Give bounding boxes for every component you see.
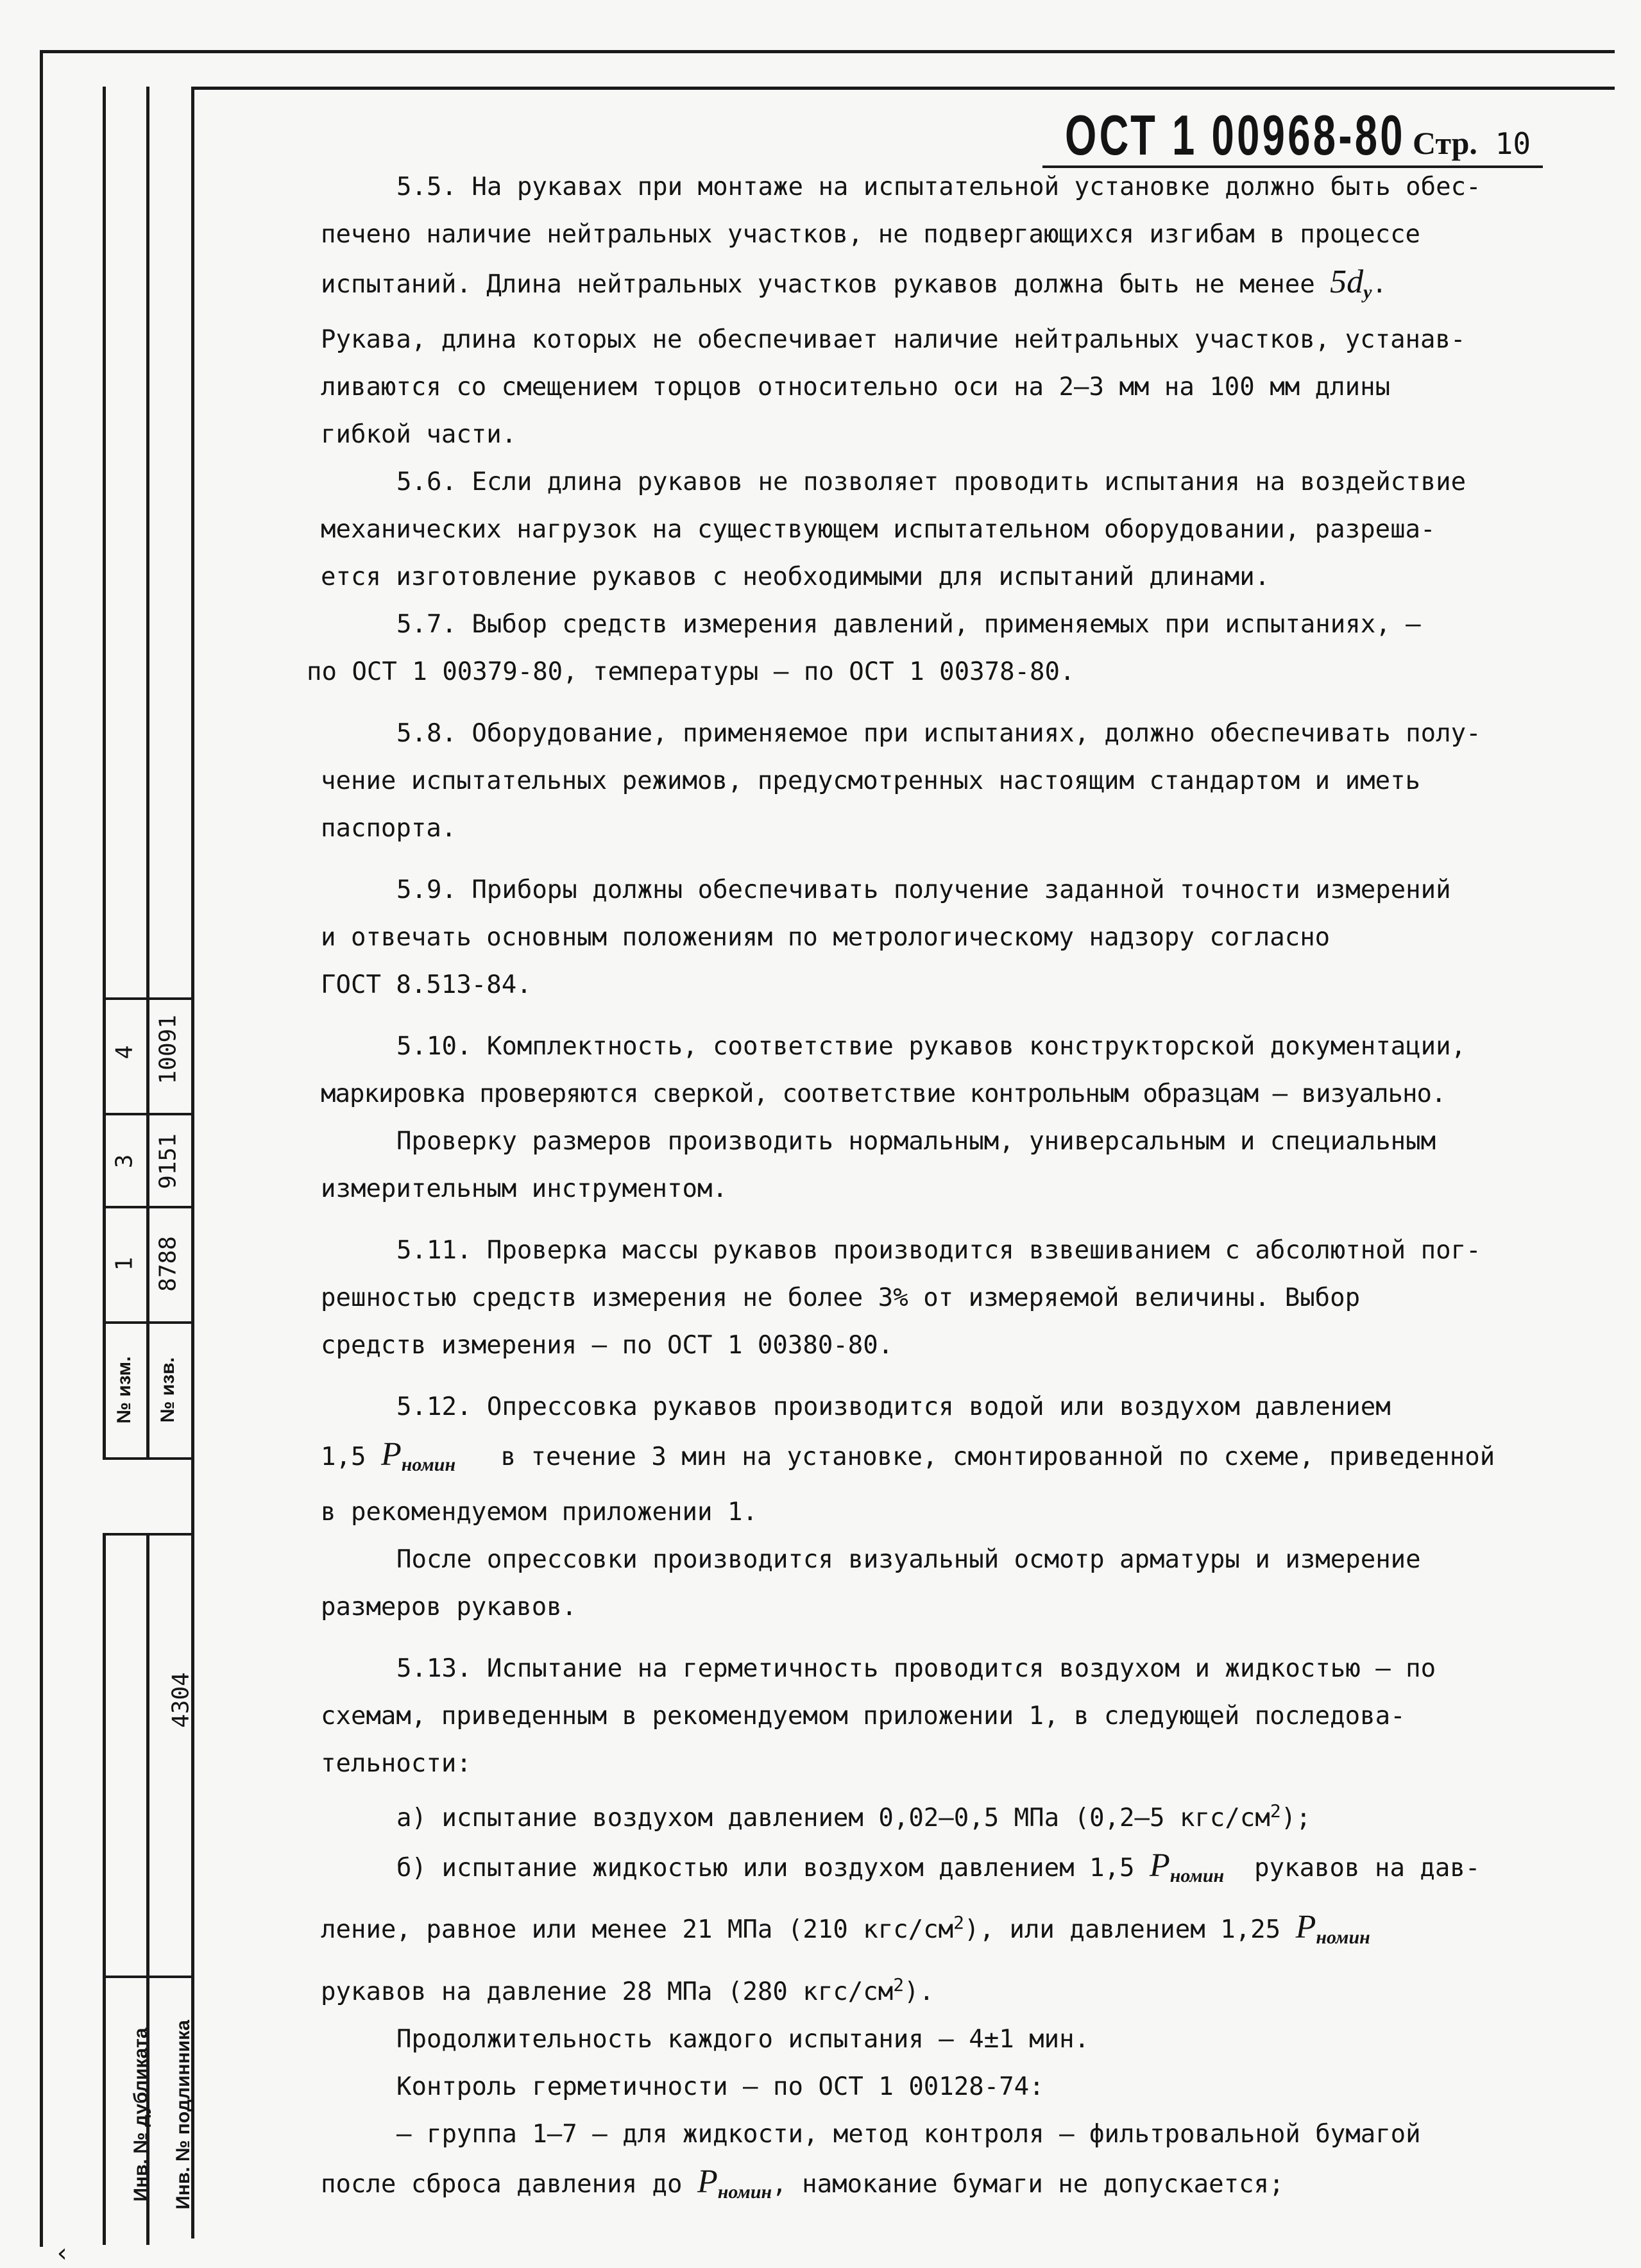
text-line: После опрессовки производится визуальный осмотр арматуры и измерение [396,1544,1421,1574]
paragraph-5-9 [321,867,1552,1009]
text-line: маркировка проверяются сверкой, соответствие контрольным образцам – визуально. [321,1079,1446,1108]
page-number [1413,124,1531,162]
text-line [321,1961,1552,2016]
text-line: средств измерения – по ОСТ 1 00380-80. [321,1330,894,1360]
text-line: ливаются со смещением торцов относительно оси на 2–3 мм на 100 мм длины [321,372,1391,402]
pressure-symbol: P [1295,1909,1316,1946]
text-span: испытаний. Длина нейтральных участков рукавов должна быть не менее [321,270,1315,299]
notice-no-2: 9151 [155,1133,182,1189]
text-span: а) испытание воздухом давлением 0,02–0,5 МПа (0,2–5 кгс/см [396,1803,1270,1832]
standard-number: ОСТ 1 00968-80 [1065,103,1406,167]
text-line: 5.9. Приборы должны обеспечивать получение заданной точности измерений [396,875,1451,904]
paragraph-5-8 [321,710,1552,852]
text-span: ление, равное или менее 21 МПа (210 кгс/см [321,1915,954,1945]
rev-row-line [103,1113,191,1115]
text-span: ). [904,1977,935,2007]
text-line: печено наличие нейтральных участков, не подвергающихся изгибам в процессе [321,220,1421,249]
notice-no-1: 8788 [155,1236,182,1292]
text-line: 5.13. Испытание на герметичность проводится воздухом и жидкостью – по [396,1654,1436,1683]
rev-row-line [103,1206,191,1208]
rev-row-line [103,1457,191,1460]
inv-row-line [103,1976,191,1978]
revision-col-divider [146,87,149,1459]
text-line [321,1788,1552,1842]
paragraph-5-6 [321,459,1552,601]
page-header [1065,103,1538,168]
label-change-no: № изм. [114,1356,135,1424]
superscript: 2 [1270,1800,1281,1822]
text-span: после сброса давления до [321,2170,683,2199]
text-line: паспорта. [321,813,457,843]
text-line: Продолжительность каждого испытания – 4±1 мин. [396,2025,1090,2054]
text-span: ), или давлением 1,25 [964,1915,1281,1945]
paragraph-5-12 [321,1384,1552,1631]
change-no-1: 1 [111,1257,138,1271]
page-label: Стр. [1413,125,1477,161]
text-line: размеров рукавов. [321,1592,577,1621]
text-line [321,2158,1552,2216]
text-line: гибкой части. [321,419,517,449]
paragraph-5-11 [321,1227,1552,1369]
text-line [321,1842,1552,1900]
label-orig-inventory: Инв. № подлинника [173,2020,194,2210]
text-line: 5.10. Комплектность, соответствие рукавов конструкторской документации, [396,1031,1467,1061]
change-no-3: 4 [111,1045,138,1060]
page-number-value: 10 [1495,126,1531,161]
inv-top-line [103,1533,191,1536]
text-line [321,1899,1552,1961]
text-line: 5.11. Проверка массы рукавов производится взвешиванием с абсолютной пог- [396,1235,1481,1265]
pressure-symbol: P [380,1435,402,1473]
text-line [321,1431,1552,1489]
rev-row-line [103,1321,191,1324]
paragraph-5-10 [321,1023,1552,1213]
text-line: механических нагрузок на существующем испытательном оборудовании, разреша- [321,514,1436,544]
text-line: – группа 1–7 – для жидкости, метод контроля – фильтровальной бумагой [396,2120,1421,2149]
text-span: рукавов на давление 28 МПа (280 кгс/см [321,1977,894,2007]
text-line: 5.12. Опрессовка рукавов производится водой или воздухом давлением [396,1392,1391,1421]
text-line: схемам, приведенным в рекомендуемом приложении 1, в следующей последова- [321,1701,1406,1731]
text-line: Рукава, длина которых не обеспечивает наличие нейтральных участков, устанав- [321,325,1466,354]
text-line: измерительным инструментом. [321,1174,727,1203]
formula-sub: у [1363,281,1372,303]
superscript: 2 [893,1974,905,1996]
text-line: 5.7. Выбор средств измерения давлений, применяемых при испытаниях, – [396,609,1421,639]
notice-no-3: 10091 [155,1015,182,1085]
text-line: в рекомендуемом приложении 1. [321,1497,758,1527]
document-body [307,164,1552,2216]
pressure-symbol: P [1150,1847,1170,1884]
formula: 5d [1330,264,1364,300]
text-span: ); [1280,1803,1311,1832]
text-line: чение испытательных режимов, предусмотренных настоящим стандартом и иметь [321,766,1421,795]
text-span: , намокание бумаги не допускается; [772,2170,1284,2199]
text-span: б) испытание жидкостью или воздухом давлением 1,5 [396,1853,1135,1883]
pressure-sub: номин [401,1453,456,1475]
label-dup-inventory: Инв. № дубликата [130,2027,151,2202]
text-line: 5.8. Оборудование, применяемое при испытаниях, должно обеспечивать полу- [396,718,1481,748]
text-line: решностью средств измерения не более 3% от измеряемой величины. Выбор [321,1283,1361,1312]
text-span: рукавов на дав- [1254,1853,1481,1883]
text-span: 1,5 [321,1442,366,1471]
rev-row-line [103,997,191,1000]
text-line: тельности: [321,1748,472,1778]
text-span: в течение 3 мин на установке, смонтированной по схеме, приведенной [500,1442,1495,1471]
margin-mark: ‹ [55,2238,71,2268]
pressure-sub: номин [1316,1927,1370,1949]
text-line: 5.6. Если длина рукавов не позволяет проводить испытания на воздействие [396,467,1467,496]
text-line: испытаний. Длина нейтральных участков рукавов должна быть не менее $5d_у$. [321,264,1387,303]
text-line: Контроль герметичности – по ОСТ 1 00128-74: [396,2072,1044,2102]
text-line: Проверку размеров производить нормальным, универсальным и специальным [396,1126,1436,1156]
orig-inventory-number: 4304 [167,1672,194,1728]
paragraph-5-13 [321,1645,1552,2216]
text-line: ГОСТ 8.513-84. [321,970,532,999]
text-line: ется изготовление рукавов с необходимыми для испытаний длинами. [321,562,1270,591]
paragraph-5-5 [321,164,1552,459]
pressure-sub: номин [717,2181,772,2203]
text-line: по ОСТ 1 00379-80, температуры – по ОСТ 1 00378-80. [307,657,1075,686]
text-line: 5.5. На рукавах при монтаже на испытательной установке должно быть обес- [396,173,1481,201]
text-line: и отвечать основным положениям по метрологическому надзору согласно [321,922,1331,952]
change-no-2: 3 [111,1154,138,1169]
pressure-sub: номин [1169,1865,1225,1886]
label-notice-no: № изв. [157,1357,178,1423]
paragraph-5-7 [307,601,1552,696]
pressure-symbol: P [697,2163,718,2201]
superscript: 2 [953,1912,965,1934]
